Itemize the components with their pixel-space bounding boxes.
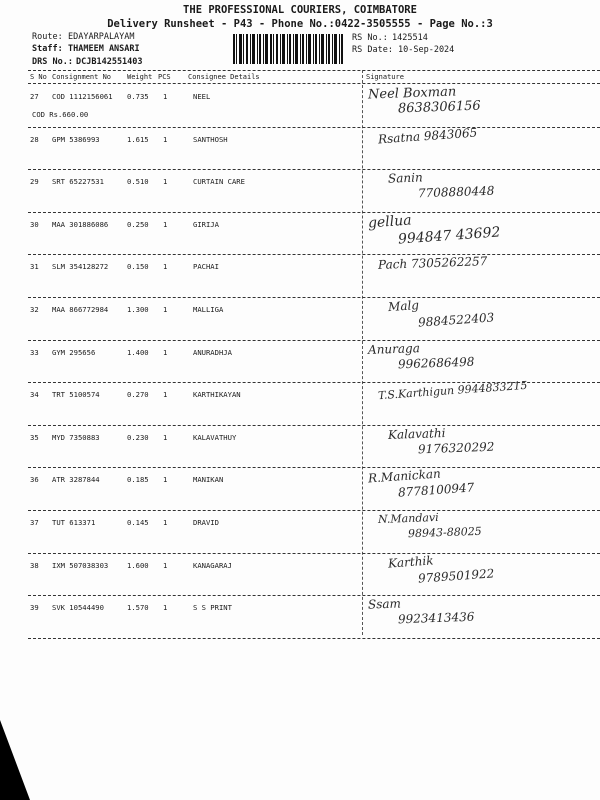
col-header-consignment: Consignment No [52, 73, 112, 81]
row-consignee: NEEL [193, 92, 211, 101]
rs-no-label: RS No.: [352, 33, 388, 43]
row-consignment-no: MAA 301886086 [52, 219, 109, 229]
row-sno: 33 [30, 347, 39, 357]
row-divider [28, 127, 600, 128]
row-consignee: KARTHIKAYAN [193, 390, 241, 400]
row-sno: 35 [30, 432, 39, 442]
drs-value: DCJB142551403 [76, 57, 143, 67]
handwritten-signature: 9923413436 [397, 609, 475, 627]
table-top-rule [28, 70, 600, 71]
row-consignment-no: SRT 65227531 [52, 177, 104, 187]
row-divider [28, 254, 600, 255]
row-sno: 36 [30, 475, 39, 485]
row-divider [28, 340, 600, 341]
row-pcs: 1 [163, 347, 168, 357]
row-weight: 0.250 [127, 219, 149, 229]
handwritten-signature: 8778100947 [397, 480, 475, 501]
row-sno: 37 [30, 518, 39, 527]
row-consignment-no: GPM 5386993 [52, 134, 100, 144]
rs-no-value: 1425514 [392, 33, 428, 43]
row-sno: 32 [30, 305, 39, 314]
row-pcs: 1 [163, 305, 168, 314]
handwritten-signature: gellua [367, 212, 413, 232]
row-divider [28, 425, 600, 426]
handwritten-signature: 7708880448 [417, 183, 495, 201]
signature-column-divider [362, 70, 363, 635]
row-consignee: GIRIJA [193, 219, 219, 229]
row-consignee: SANTHOSH [193, 134, 228, 144]
row-divider [28, 553, 600, 554]
row-sno: 39 [30, 603, 39, 613]
row-pcs: 1 [163, 603, 168, 613]
document-subtitle: Delivery Runsheet - P43 - Phone No.:0422-3505555 - Page No.:3 [107, 18, 493, 30]
row-weight: 0.150 [127, 262, 149, 272]
col-header-consignee: Consignee Details [188, 73, 260, 81]
row-pcs: 1 [163, 92, 168, 101]
row-weight: 0.230 [127, 432, 149, 442]
staff-label: Staff: [32, 44, 63, 54]
row-weight: 1.400 [127, 347, 149, 357]
row-consignment-no: SLM 354128272 [52, 262, 109, 272]
row-consignee: S S PRINT [193, 603, 232, 613]
row-weight: 0.735 [127, 92, 149, 101]
row-divider [28, 212, 600, 213]
row-weight: 0.185 [127, 475, 149, 485]
handwritten-signature: 98943-88025 [407, 524, 482, 541]
document-title: THE PROFESSIONAL COURIERS, COIMBATORE [183, 4, 417, 16]
row-pcs: 1 [163, 432, 168, 442]
rs-date-label: RS Date: [352, 45, 393, 55]
row-sno: 30 [30, 219, 39, 229]
row-pcs: 1 [163, 177, 168, 187]
row-consignee: KANAGARAJ [193, 560, 232, 570]
handwritten-signature: Rsatna 9843065 [377, 125, 478, 147]
row-pcs: 1 [163, 518, 168, 527]
row-weight: 1.300 [127, 305, 149, 314]
row-divider [28, 638, 600, 639]
row-consignee: KALAVATHUY [193, 432, 237, 442]
col-header-signature: Signature [366, 73, 404, 81]
handwritten-signature: Neel Boxman [367, 84, 457, 103]
row-consignment-no: GYM 295656 [52, 347, 96, 357]
row-consignment-no: IXM 507038303 [52, 560, 109, 570]
row-sno: 34 [30, 390, 39, 400]
route-label: Route: [32, 32, 63, 42]
row-pcs: 1 [163, 219, 168, 229]
handwritten-signature: 9884522403 [417, 310, 495, 330]
handwritten-signature: 8638306156 [397, 98, 481, 117]
row-divider [28, 595, 600, 596]
col-header-weight: Weight [127, 73, 153, 81]
handwritten-signature: 9962686498 [397, 354, 475, 371]
scan-corner-shadow [0, 720, 30, 800]
handwritten-signature: 994847 43692 [397, 224, 501, 248]
row-consignee: PACHAI [193, 262, 219, 272]
row-consignee: MANIKAN [193, 475, 224, 485]
row-consignment-no: TUT 613371 [52, 518, 96, 527]
handwritten-signature: R.Manickan [367, 466, 442, 486]
row-consignee: MALLIGA [193, 305, 224, 314]
row-sno: 28 [30, 134, 39, 144]
handwritten-signature: 9176320292 [417, 439, 495, 457]
handwritten-signature: T.S.Karthigun 9944833215 [377, 378, 528, 403]
table-header-rule [28, 83, 600, 84]
row-sno: 38 [30, 560, 39, 570]
row-weight: 0.270 [127, 390, 149, 400]
row-consignee: DRAVID [193, 518, 219, 527]
drs-label: DRS No.: [32, 57, 73, 67]
handwritten-signature: Kalavathi [387, 425, 446, 442]
handwritten-signature: N.Mandavi [377, 510, 439, 527]
row-sno: 27 [30, 92, 39, 101]
row-divider [28, 467, 600, 468]
row-consignment-no: COD 1112156061 [52, 92, 113, 101]
col-header-pcs: PCS [158, 73, 171, 81]
handwritten-signature: Sanin [387, 170, 423, 186]
row-pcs: 1 [163, 560, 168, 570]
row-pcs: 1 [163, 134, 168, 144]
route-value: EDAYARPALAYAM [68, 32, 135, 42]
row-divider [28, 297, 600, 298]
row-consignment-no: MAA 866772984 [52, 305, 109, 314]
row-divider [28, 510, 600, 511]
row-sno: 31 [30, 262, 39, 272]
row-pcs: 1 [163, 262, 168, 272]
handwritten-signature: Malg [387, 297, 420, 315]
row-consignee: CURTAIN CARE [193, 177, 245, 187]
row-sno: 29 [30, 177, 39, 187]
staff-value: THAMEEM ANSARI [68, 44, 140, 54]
barcode [232, 34, 344, 64]
row-weight: 0.510 [127, 177, 149, 187]
row-pcs: 1 [163, 475, 168, 485]
row-pcs: 1 [163, 390, 168, 400]
row-weight: 1.570 [127, 603, 149, 613]
rs-date-value: 10-Sep-2024 [398, 45, 455, 55]
row-divider [28, 169, 600, 170]
row-consignment-no: MYD 7350883 [52, 432, 100, 442]
handwritten-signature: Ssam [367, 596, 402, 612]
row-consignment-no: SVK 10544490 [52, 603, 104, 613]
row-weight: 0.145 [127, 518, 149, 527]
row-consignee: ANURADHJA [193, 347, 232, 357]
handwritten-signature: Pach 7305262257 [377, 254, 488, 273]
handwritten-signature: Anuraga [367, 340, 421, 357]
row-weight: 1.615 [127, 134, 149, 144]
handwritten-signature: Karthik [387, 553, 434, 571]
col-header-sno: S No [30, 73, 47, 81]
row-cod-note: COD Rs.660.00 [32, 110, 89, 119]
row-consignment-no: TRT 5100574 [52, 390, 100, 400]
row-consignment-no: ATR 3287844 [52, 475, 100, 485]
handwritten-signature: 9789501922 [417, 565, 495, 586]
row-weight: 1.600 [127, 560, 149, 570]
